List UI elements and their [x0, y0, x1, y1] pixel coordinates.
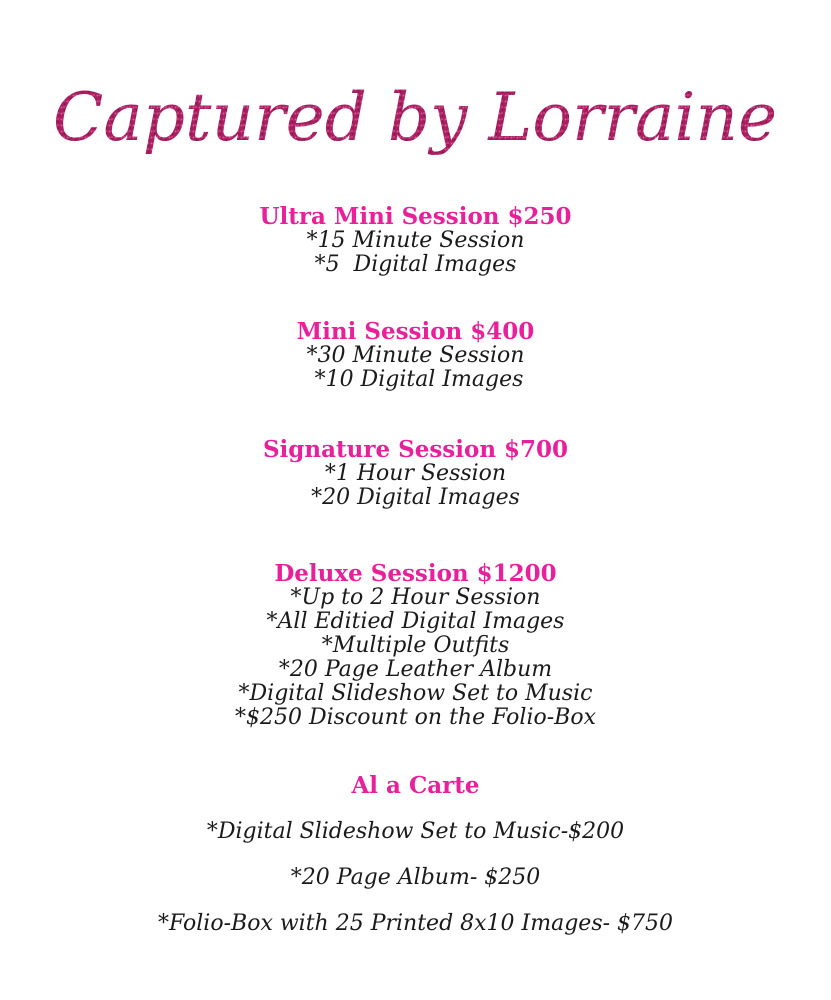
- package-ultra-mini: [0, 205, 831, 277]
- package-feature: *1 Hour Session: [324, 461, 507, 486]
- package-title: Deluxe Session $1200: [274, 560, 557, 587]
- package-feature: *20 Digital Images: [311, 485, 520, 510]
- alacarte-item: *Folio-Box with 25 Printed 8x10 Images- $750: [157, 911, 674, 936]
- brand-logo: [0, 40, 831, 190]
- alacarte-title: Al a Carte: [351, 772, 480, 799]
- package-feature: *All Editied Digital Images: [266, 609, 565, 634]
- package-feature: *Digital Slideshow Set to Music: [238, 681, 593, 706]
- package-title: Ultra Mini Session $250: [259, 203, 572, 230]
- package-feature: *30 Minute Session: [306, 343, 525, 368]
- package-signature: [0, 438, 831, 510]
- alacarte-section: [0, 774, 831, 936]
- brand-name: Captured by Lorraine: [52, 79, 778, 156]
- package-feature: *Multiple Outfits: [321, 633, 510, 658]
- package-feature: *Up to 2 Hour Session: [290, 585, 541, 610]
- package-deluxe: [0, 562, 831, 730]
- package-mini: [0, 320, 831, 392]
- package-title: Mini Session $400: [296, 318, 535, 345]
- alacarte-item: *20 Page Album- $250: [290, 865, 541, 890]
- package-feature: *20 Page Leather Album: [278, 657, 553, 682]
- package-feature: *$250 Discount on the Folio-Box: [235, 705, 596, 730]
- package-feature: *5 Digital Images: [314, 252, 517, 277]
- package-feature: *15 Minute Session: [306, 228, 525, 253]
- package-feature: *10 Digital Images: [307, 367, 524, 392]
- brand-logo-art: [0, 40, 831, 190]
- package-title: Signature Session $700: [262, 436, 569, 463]
- alacarte-item: *Digital Slideshow Set to Music-$200: [206, 819, 625, 844]
